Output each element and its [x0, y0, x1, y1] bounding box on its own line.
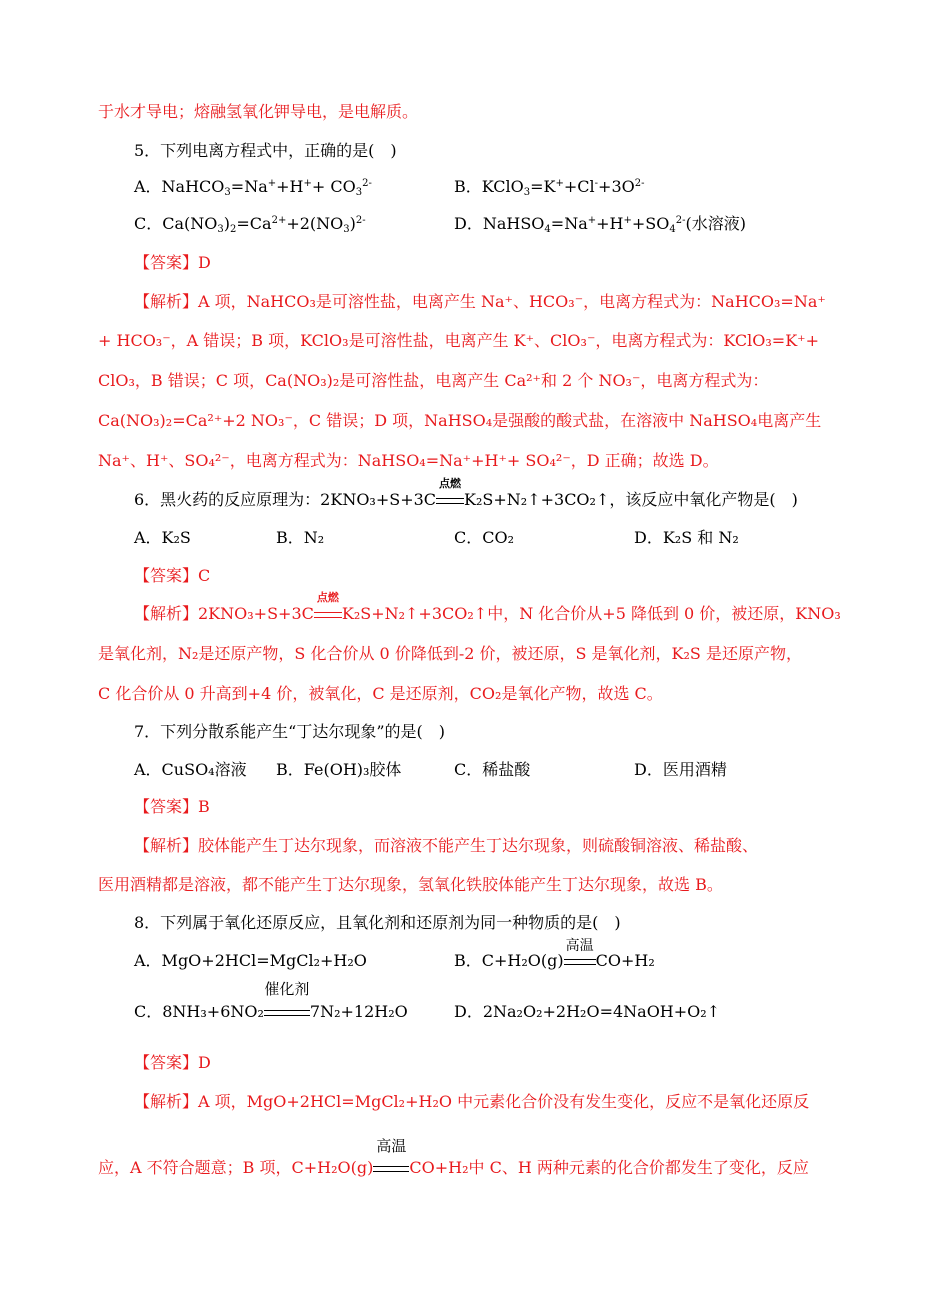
condition-text: 催化剂	[264, 980, 310, 998]
text: 【解析】2KNO₃+S+3C	[134, 604, 314, 623]
text: A．NaHCO	[134, 177, 225, 196]
option-5b	[454, 176, 645, 198]
text: +Cl	[563, 177, 595, 196]
question-8: 8．下列属于氧化还原反应，且氧化剂和还原剂为同一种物质的是( )	[134, 913, 621, 932]
option-6a: A．K₂S	[134, 528, 191, 547]
text: (水溶液)	[685, 214, 746, 233]
option-7d: D．医用酒精	[634, 760, 727, 779]
text: K₂S+N₂↑+3CO₂↑中，N 化合价从+5 降低到 0 价，被还原，KNO₃	[341, 604, 841, 623]
explanation-line: + HCO₃⁻，A 错误；B 项，KClO₃是可溶性盐，电离产生 K⁺、ClO₃⁻，电离方程式为：KClO₃=K⁺+	[98, 331, 820, 350]
option-5a	[134, 176, 372, 198]
option-6b: B．N₂	[276, 528, 325, 547]
text: 7N₂+12H₂O	[309, 1002, 408, 1021]
sup: -	[594, 178, 599, 189]
sub: 4	[669, 224, 676, 235]
text: CO+H₂中 C、H 两种元素的化合价都发生了变化，反应	[409, 1158, 809, 1177]
explanation-line: 于水才导电；熔融氢氧化钾导电，是电解质。	[98, 102, 419, 121]
sup: 2-	[634, 178, 645, 189]
explanation-line: 医用酒精都是溶液，都不能产生丁达尔现象，氢氧化铁胶体能产生丁达尔现象，故选 B。	[98, 875, 723, 894]
sup: +	[555, 178, 564, 189]
question-5: 5．下列电离方程式中，正确的是( )	[134, 141, 397, 160]
option-7a: A．CuSO₄溶液	[134, 760, 247, 779]
text: C．8NH₃+6NO₂	[134, 1002, 264, 1021]
sup: 2+	[271, 215, 287, 226]
sup: 2-	[355, 215, 366, 226]
explanation-line	[134, 591, 841, 625]
option-7c: C．稀盐酸	[454, 760, 531, 779]
text: )	[223, 214, 231, 233]
sup: +	[587, 215, 597, 226]
sup: +	[623, 215, 632, 226]
text: + CO	[311, 177, 356, 196]
reaction-condition	[564, 938, 596, 968]
sub: 4	[544, 224, 551, 235]
sup: +	[267, 178, 277, 189]
condition-text: 高温	[565, 938, 594, 954]
sub: 3	[523, 187, 531, 198]
explanation-line: Na⁺、H⁺、SO₄²⁻，电离方程式为：NaHSO₄=Na⁺+H⁺+ SO₄²⁻，D 正确；故选 D。	[98, 451, 719, 470]
condition-text: 点燃	[439, 477, 462, 490]
explanation-line: 是氧化剂，N₂是还原产物，S 化合价从 0 价降低到-2 价，被还原，S 是氧化剂，K₂S 是还原产物，	[98, 644, 802, 663]
equal-bars	[436, 498, 464, 504]
question-6	[134, 477, 798, 511]
explanation-line: 【解析】胶体能产生丁达尔现象，而溶液不能产生丁达尔现象，则硫酸铜溶液、稀盐酸、	[134, 836, 759, 855]
answer-6: 【答案】C	[134, 566, 211, 585]
option-7b: B．Fe(OH)₃胶体	[276, 760, 402, 779]
sub: 3	[343, 224, 350, 235]
option-8c	[134, 980, 408, 1023]
option-8a: A．MgO+2HCl=MgCl₂+H₂O	[134, 951, 367, 970]
reaction-condition	[436, 477, 464, 507]
explanation-line: ClO₃，B 错误；C 项，Ca(NO₃)₂是可溶性盐，电离产生 Ca²⁺和 2 个 NO₃⁻，电离方程式为：	[98, 371, 769, 390]
option-6d: D．K₂S 和 N₂	[634, 528, 739, 547]
explanation-line: Ca(NO₃)₂=Ca²⁺+2 NO₃⁻，C 错误；D 项，NaHSO₄是强酸的酸式盐，在溶液中 NaHSO₄电离产生	[98, 411, 822, 430]
text: K₂S+N₂↑+3CO₂↑，该反应中氧化产物是( )	[464, 490, 798, 509]
question-7: 7．下列分散系能产生“丁达尔现象”的是( )	[134, 722, 446, 741]
explanation-line	[98, 1137, 809, 1179]
answer-8: 【答案】D	[134, 1053, 211, 1072]
equal-bars	[264, 1010, 310, 1016]
option-8d: D．2Na₂O₂+2H₂O=4NaOH+O₂↑	[454, 1002, 721, 1021]
text: +H	[596, 214, 624, 233]
text: +2(NO	[286, 214, 344, 233]
text: =Na	[230, 177, 268, 196]
option-5c	[134, 213, 366, 235]
answer-5: 【答案】D	[134, 253, 211, 272]
option-5d	[454, 213, 746, 235]
option-6c: C．CO₂	[454, 528, 515, 547]
text: CO+H₂	[595, 951, 655, 970]
text: +SO	[631, 214, 670, 233]
text: =Na	[550, 214, 588, 233]
sub: 2	[230, 224, 237, 235]
text: =K	[530, 177, 556, 196]
sup: 2-	[675, 215, 686, 226]
text: +3O	[598, 177, 635, 196]
text: B．KClO	[454, 177, 524, 196]
reaction-condition	[314, 591, 342, 621]
text: C．Ca(NO	[134, 214, 218, 233]
sup: 2-	[362, 178, 372, 189]
text: D．NaHSO	[454, 214, 545, 233]
explanation-line: C 化合价从 0 升高到+4 价，被氧化，C 是还原剂，CO₂是氧化产物，故选 C。	[98, 684, 663, 703]
sub: 3	[217, 224, 224, 235]
text: +H	[276, 177, 304, 196]
option-8b	[454, 938, 655, 972]
sub: 3	[224, 187, 231, 198]
equal-bars	[314, 612, 342, 618]
explanation-line: 【解析】A 项，NaHCO₃是可溶性盐，电离产生 Na⁺、HCO₃⁻，电离方程式为：NaHCO₃=Na⁺	[134, 292, 826, 311]
text: 应，A 不符合题意；B 项，C+H₂O(g)	[98, 1158, 374, 1177]
sub: 3	[355, 187, 363, 198]
text: B．C+H₂O(g)	[454, 951, 564, 970]
text: =Ca	[236, 214, 272, 233]
text: 6．黑火药的反应原理为：2KNO₃+S+3C	[134, 490, 437, 509]
condition-text: 高温	[376, 1137, 407, 1155]
sup: +	[303, 178, 312, 189]
answer-7: 【答案】B	[134, 797, 210, 816]
text: )	[349, 214, 356, 233]
reaction-condition	[264, 980, 310, 1019]
equal-bars	[373, 1166, 409, 1172]
condition-text: 点燃	[316, 591, 339, 604]
equal-bars	[564, 959, 596, 965]
explanation-line: 【解析】A 项，MgO+2HCl=MgCl₂+H₂O 中元素化合价没有发生变化，反应不是氧化还原反	[134, 1092, 810, 1111]
reaction-condition	[373, 1137, 409, 1175]
